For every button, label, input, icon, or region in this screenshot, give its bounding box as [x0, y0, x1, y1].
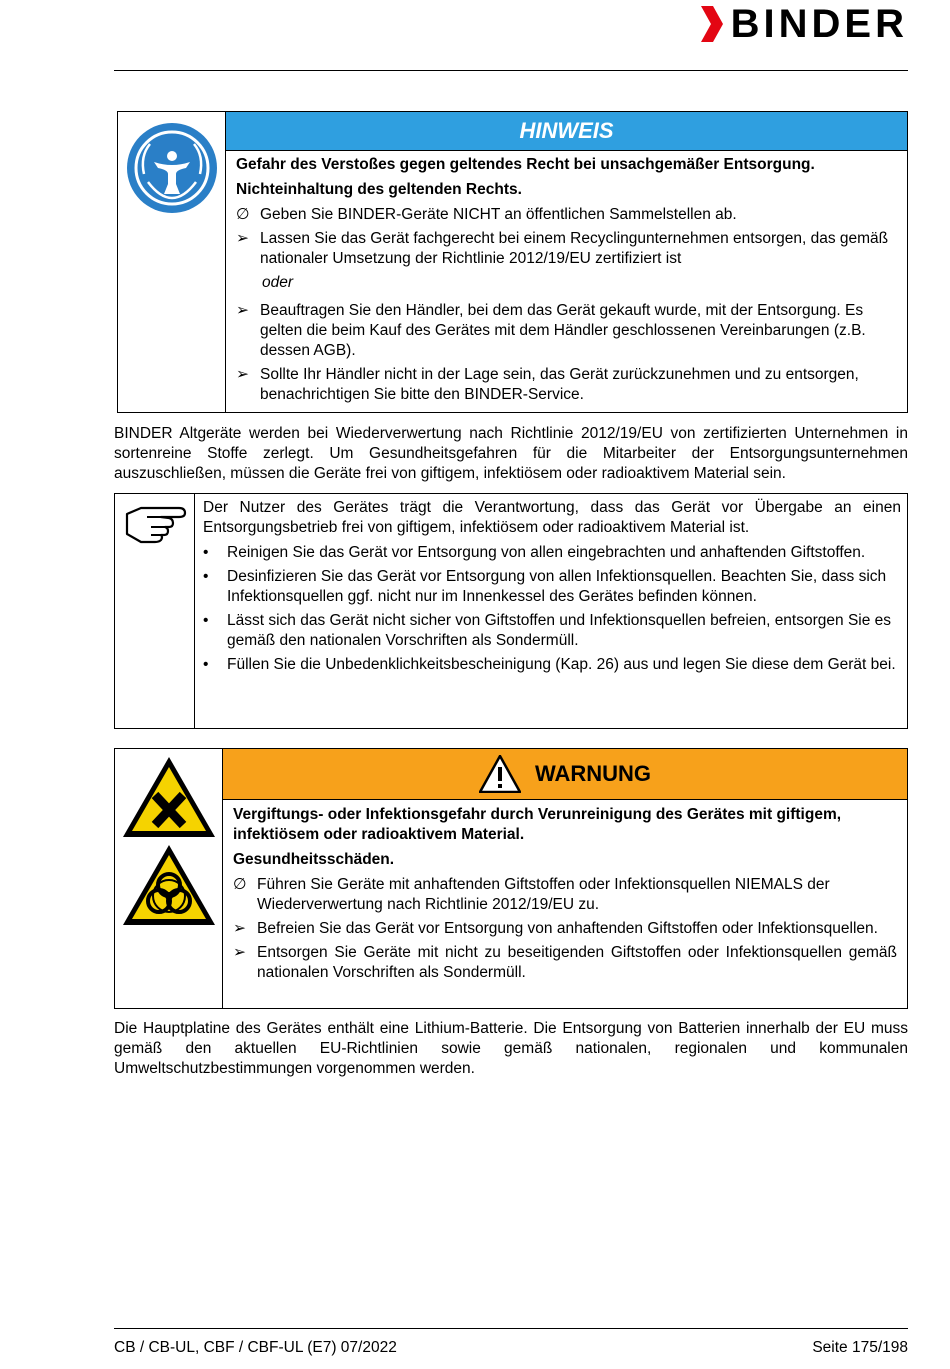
info-bullet: • Füllen Sie die Unbedenklichkeitsbescheinigung (Kap. 26) aus und legen Sie diese dem Gerät bei.: [203, 656, 896, 673]
pointing-hand-icon: [123, 500, 187, 544]
notice-icon-column: [118, 112, 226, 412]
bullet-icon: •: [203, 656, 209, 673]
document-id: CB / CB-UL, CBF / CBF-UL (E7) 07/2022: [114, 1339, 397, 1356]
info-bullet: • Reinigen Sie das Gerät vor Entsorgung von allen eingebrachten und anhaftenden Giftstoffen.: [203, 544, 866, 561]
blue-angel-icon: [126, 122, 218, 214]
warning-icon-column: [115, 749, 223, 1008]
footer-rule: [114, 1328, 908, 1329]
notice-heading: Gefahr des Verstoßes gegen geltendes Recht bei unsachgemäßer Entsorgung.: [236, 156, 815, 173]
info-bullet: • Lässt sich das Gerät nicht sicher von Giftstoffen und Infektionsquellen befreien, entsorgen Sie es gemäß den nationalen Vorschriften als Sondermüll.: [203, 612, 892, 649]
notice-or: oder: [262, 274, 294, 291]
notice-item: ∅ Geben Sie BINDER-Geräte NICHT an öffentlichen Sammelstellen ab.: [236, 206, 737, 223]
biohazard-icon: [121, 843, 217, 927]
notice-item: ➢ Beauftragen Sie den Händler, bei dem das Gerät gekauft wurde, mit der Entsorgung. Es gelten die beim Kauf des Gerätes mit dem Händler geschlossenen Vereinbarungen (z.B. dessen AGB).: [236, 302, 866, 359]
notice-content: [226, 112, 907, 412]
warning-heading: Vergiftungs- oder Infektionsgefahr durch Verunreinigung des Gerätes mit giftigem, infektiösem oder radioaktivem Material.: [233, 806, 842, 843]
harmful-x-icon: [121, 755, 217, 839]
notice-title: HINWEIS: [226, 112, 907, 151]
info-box: [114, 493, 908, 729]
prohibited-icon: ∅: [236, 206, 250, 223]
arrow-bullet-icon: ➢: [233, 944, 246, 961]
arrow-bullet-icon: ➢: [236, 230, 249, 247]
header-rule: [114, 70, 908, 71]
notice-subheading: Nichteinhaltung des geltenden Rechts.: [236, 181, 522, 198]
page-number: Seite 175/198: [812, 1339, 908, 1356]
notice-box: [117, 111, 908, 413]
bullet-icon: •: [203, 612, 209, 629]
warning-title-bar: [223, 749, 907, 800]
info-intro: Der Nutzer des Gerätes trägt die Verantwortung, dass das Gerät vor Übergabe an einen Entsorgungsbetrieb frei von giftigem, infektiösem oder radioaktivem Material ist.: [203, 499, 901, 536]
warning-item: ➢ Entsorgen Sie Geräte mit nicht zu beseitigenden Giftstoffen oder Infektionsquellen gemäß nationalen Vorschriften als Sondermüll.: [233, 944, 897, 981]
battery-paragraph: Die Hauptplatine des Gerätes enthält eine Lithium-Batterie. Die Entsorgung von Batterien innerhalb der EU muss gemäß den aktuellen EU-Richtlinien sowie gemäß nationalen, regionalen und kommunalen Umweltschutzbestimmungen vorgenommen werden.: [114, 1020, 908, 1077]
binder-logo-icon: [701, 6, 723, 42]
notice-item: ➢ Lassen Sie das Gerät fachgerecht bei einem Recyclingunternehmen entsorgen, das gemäß nationaler Umsetzung der Richtlinie 2012/19/EU zertifiziert ist: [236, 230, 889, 267]
warning-content: [223, 749, 907, 1008]
notice-item: ➢ Sollte Ihr Händler nicht in der Lage sein, das Gerät zurückzunehmen und zu entsorgen, benachrichtigen Sie bitte den BINDER-Service.: [236, 366, 859, 403]
arrow-bullet-icon: ➢: [236, 302, 249, 319]
warning-item: ∅ Führen Sie Geräte mit anhaftenden Giftstoffen oder Infektionsquellen NIEMALS der Wiederverwertung nach Richtlinie 2012/19/EU zu.: [233, 876, 830, 913]
brand-logo: [701, 4, 908, 44]
info-bullet: • Desinfizieren Sie das Gerät vor Entsorgung von allen Infektionsquellen. Beachten Sie, dass sich Infektionsquellen ggf. nicht nur im Innenkessel des Gerätes befinden können.: [203, 568, 887, 605]
warning-title: WARNUNG: [534, 761, 652, 786]
arrow-bullet-icon: ➢: [236, 366, 249, 383]
info-icon-column: [115, 494, 195, 728]
arrow-bullet-icon: ➢: [233, 920, 246, 937]
bullet-icon: •: [203, 544, 209, 561]
prohibited-icon: ∅: [233, 876, 247, 893]
footer: [114, 1338, 908, 1358]
warning-triangle-icon: [479, 755, 521, 793]
info-content: [195, 494, 907, 728]
warning-box: [114, 748, 908, 1009]
bullet-icon: •: [203, 568, 209, 585]
warning-subheading: Gesundheitsschäden.: [233, 851, 395, 868]
brand-name: BINDER: [730, 2, 908, 46]
warning-item: ➢ Befreien Sie das Gerät vor Entsorgung von anhaftenden Giftstoffen oder Infektionsquellen.: [233, 920, 878, 937]
recycling-paragraph: BINDER Altgeräte werden bei Wiederverwertung nach Richtlinie 2012/19/EU von zertifizierten Unternehmen in sortenreine Stoffe zerlegt. Um Gesundheitsgefahren für die Mitarbeiter der Entsorgungsunternehmen auszuschließen, müssen die Geräte frei von giftigem, infektiösem oder radioaktivem Material sein.: [114, 425, 908, 482]
